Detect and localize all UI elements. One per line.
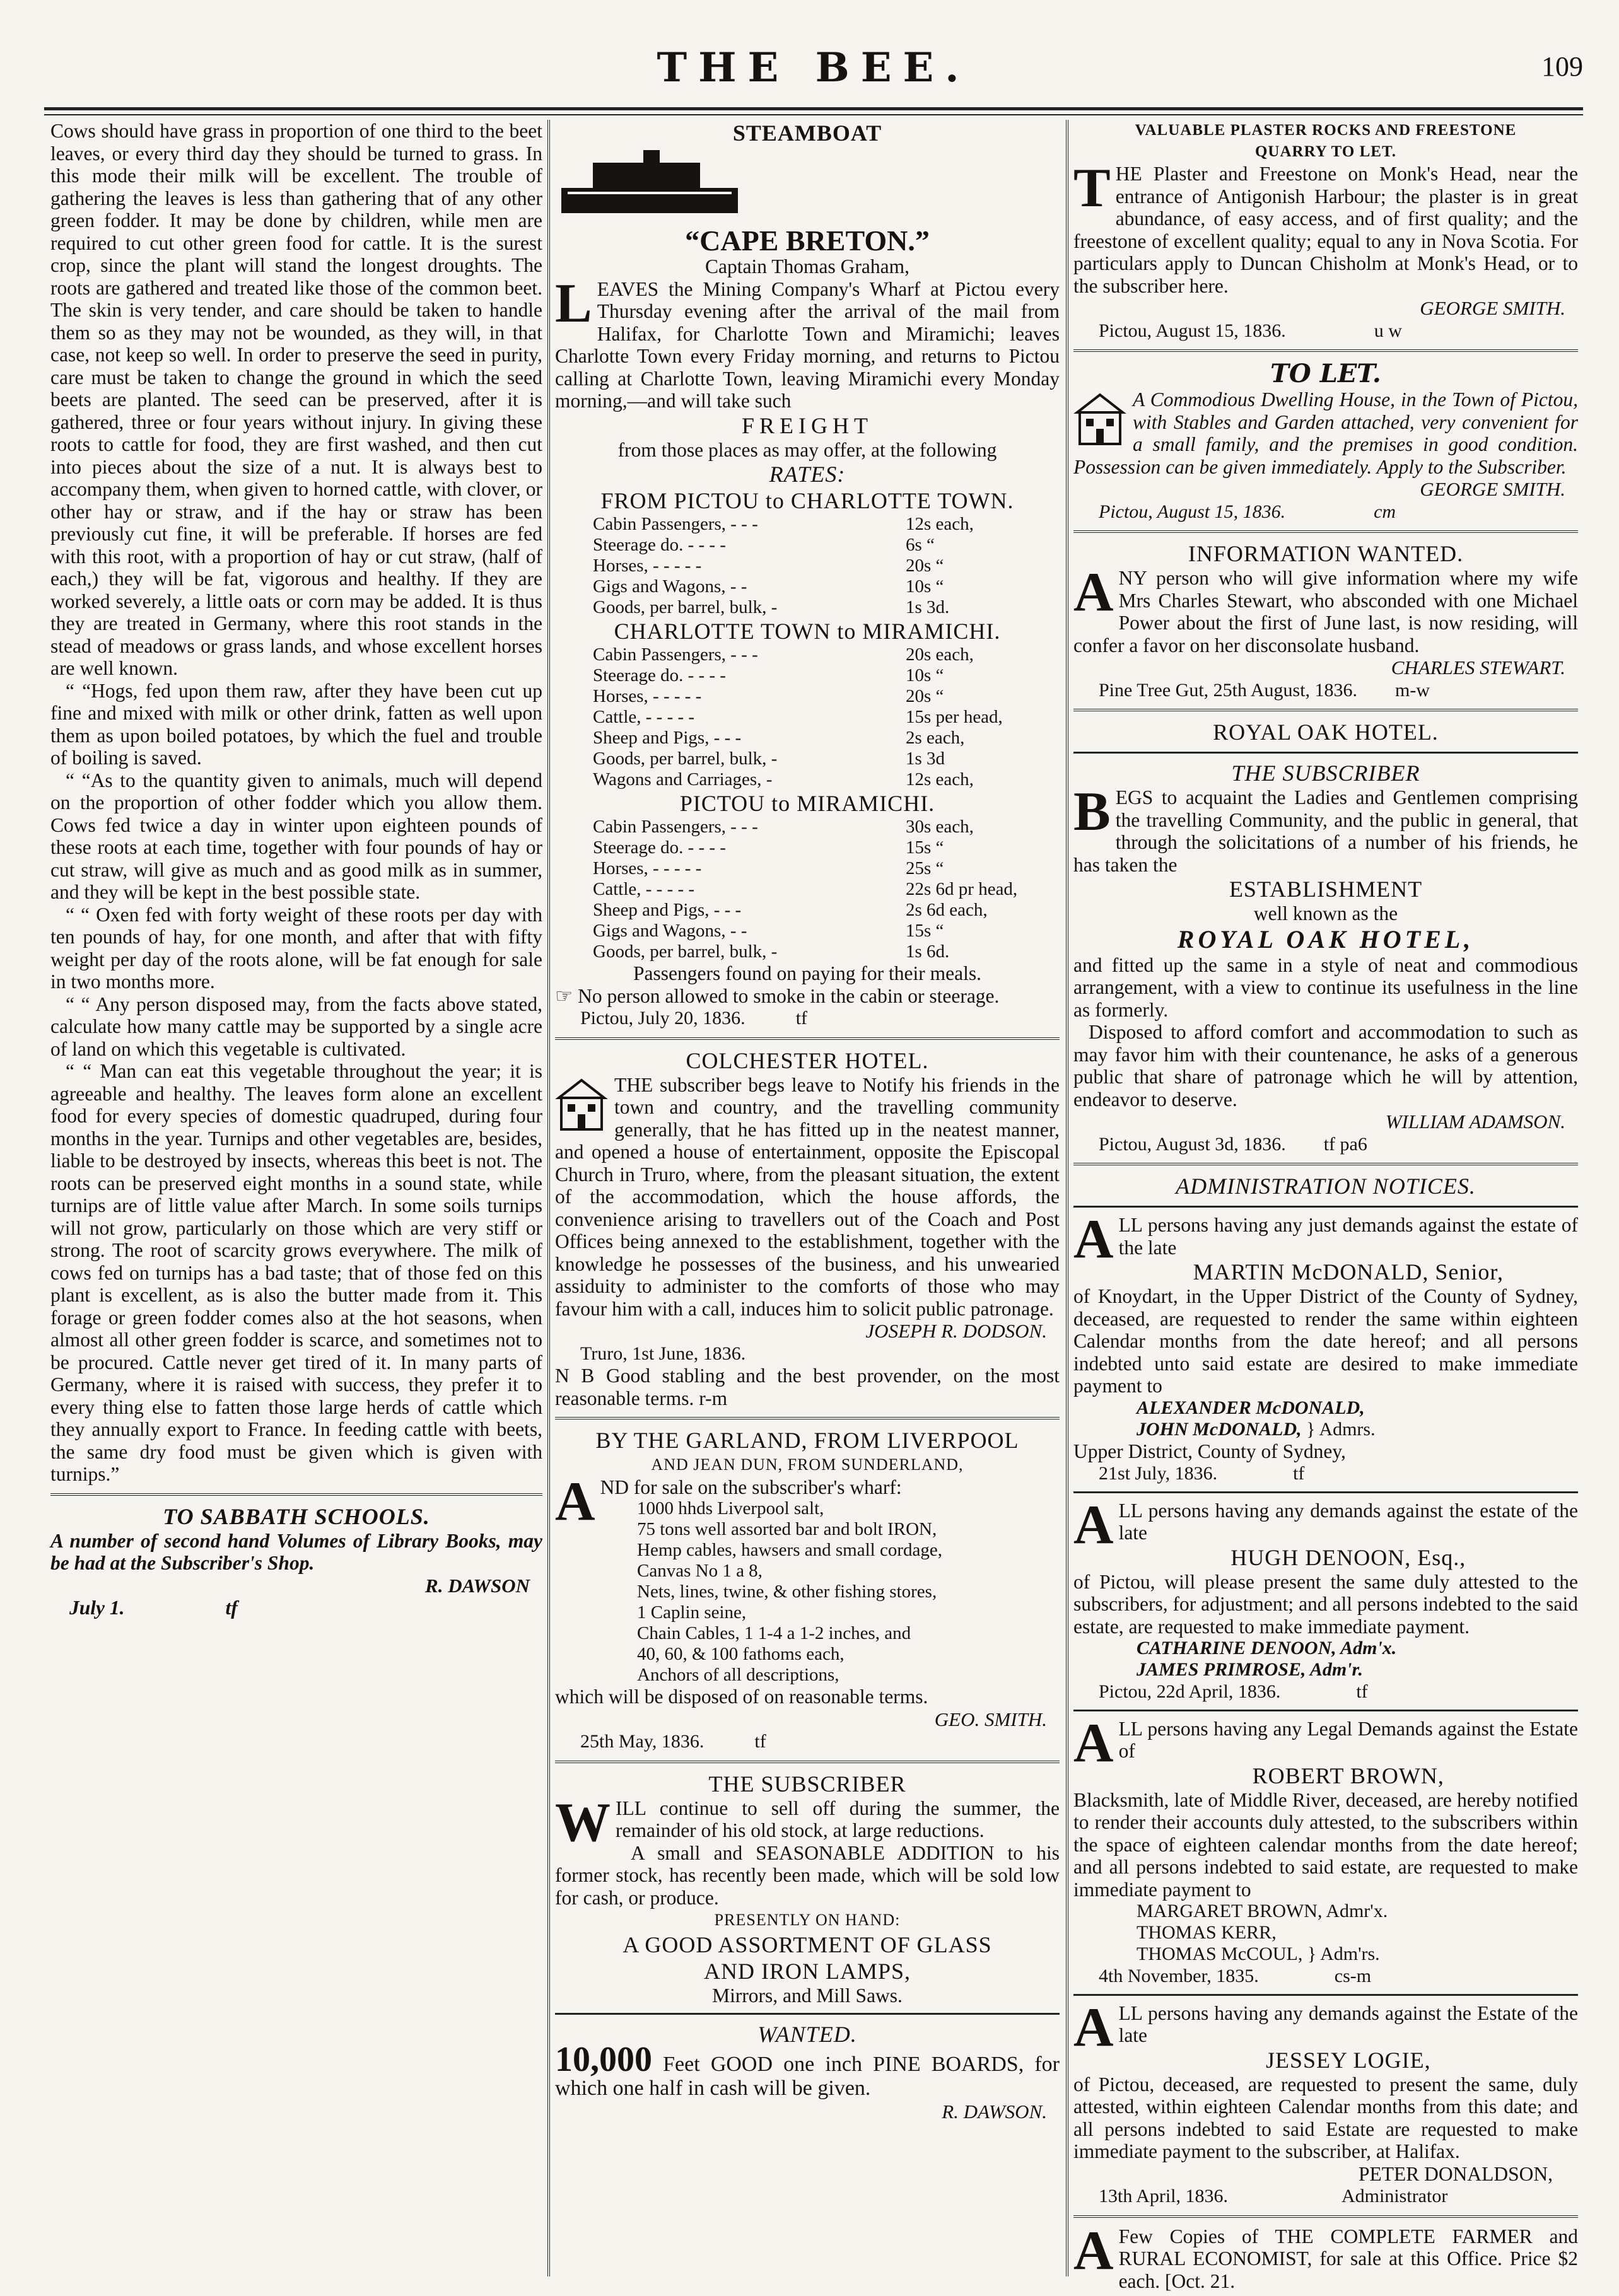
divider — [1073, 1163, 1578, 1165]
fare-amount: 15s per head, — [906, 707, 1003, 727]
divider — [1073, 530, 1578, 533]
ad-line: Mirrors, and Mill Saws. — [712, 1984, 903, 2007]
list-item: Canvas No 1 a 8, — [637, 1561, 763, 1581]
rates-heading: RATES: — [769, 462, 846, 487]
fare-amount: 2s 6d each, — [906, 900, 988, 920]
fare-label: Sheep and Pigs, - - - — [593, 900, 742, 920]
fare-amount: 6s “ — [906, 535, 935, 555]
fare-row — [555, 749, 1060, 769]
administrator: THOMAS KERR, — [1137, 1922, 1277, 1943]
fare-label: Goods, per barrel, bulk, - — [593, 597, 778, 617]
administrator: THOMAS McCOUL, } Adm'rs. — [1137, 1943, 1380, 1964]
notice-body: Blacksmith, late of Middle River, deceased, are hereby notified to render their accounts duly attested, to the subscribers within the space of eighteen calendar months from the date hereof; and all persons indebted to said estate, are requested to make immediate payment to — [1073, 1788, 1578, 1901]
divider — [1073, 1206, 1578, 1208]
divider — [555, 1037, 1060, 1040]
estate-name: MARTIN McDONALD, Senior, — [1193, 1259, 1504, 1285]
list-item: Nets, lines, twine, & other fishing stores, — [637, 1582, 937, 1602]
fare-amount: 1s 3d. — [906, 597, 950, 617]
column-2 — [555, 120, 1060, 2271]
fare-row — [555, 597, 1060, 618]
page-number: 109 — [1541, 51, 1583, 82]
fare-label: Horses, - - - - - — [593, 556, 702, 576]
ad-line: AND IRON LAMPS, — [703, 1958, 911, 1984]
administrator: PETER DONALDSON, — [1358, 2162, 1553, 2185]
divider — [1073, 709, 1578, 711]
fare-amount: 25s “ — [906, 858, 944, 878]
ad-date: 4th November, 1835. cs-m — [1099, 1966, 1372, 1986]
fare-label: Cabin Passengers, - - - — [593, 644, 758, 665]
ad-body: A number of second hand Volumes of Library Books, may be had at the Subscriber's Shop. — [50, 1529, 542, 1574]
list-item: Chain Cables, 1 1-4 a 1-2 inches, and — [637, 1623, 911, 1643]
wanted-number: 10,000 — [555, 2040, 652, 2079]
fare-row — [555, 921, 1060, 941]
fare-row — [555, 707, 1060, 728]
fare-amount: 10s “ — [906, 576, 944, 597]
masthead: THE BEE. — [657, 44, 971, 91]
ad-body: EAVES the Mining Company's Wharf at Pictou every Thursday evening after the arrival of the mail from Halifax, for Charlotte Town and Miramichi; leaves Charlotte Town every Friday morning, and returns to Pictou calling at Charlotte Town, leaving Miramichi every Monday morning,—and will take such — [555, 277, 1060, 412]
ad-title: BY THE GARLAND, FROM LIVERPOOL — [595, 1428, 1019, 1453]
administration-notices: ADMINISTRATION NOTICES. ALL persons having any just demands against the estate of the late MARTIN McDONALD, Senior, of Knoydart, in the Upper District of the County of Sydney, deceased, are requested to render the same within eighteen Calendar months from the date hereof; and all persons indebted unto said estate are desired to make immediate payment to ALEXANDER McDONALD, JOHN McDONALD, } Admrs. Upper District, County of Sydney, 21st July, 1836. tf ALL persons having any demands against the estate of the late HUGH DENOON, Esq., of Pictou, will please present the same duly attested to the subscribers, for adjustment; and all persons indebted to the said estate, are requested to make immediate payment. CATHARINE DENOON, Adm'x. JAMES PRIMROSE, Adm'r. Pictou, 22d April, 1836. tf ALL persons having any Legal Demands against the Estate of ROBERT BROWN, Blacksmith, late of Middle River, deceased, are hereby notified to render their accounts duly attested, to the subscribers within the space of eighteen calendar months from the date hereof; and all persons indebted to said estate, are requested to make immediate payment to MARGARET BROWN, Admr'x. THOMAS KERR, THOMAS McCOUL, } Adm'rs. 4th November, 1835. cs-m ALL persons having any demands against the Estate of the late JESSEY LOGIE, of Pictou, deceased, are requested to present the same, duly attested, within eighteen Calendar months from this date; and all persons indebted to said Estate are requested to make immediate payment to the subscriber, at Halifax. PETER DONALDSON, 13th April, 1836. Administrator — [1073, 1174, 1578, 2206]
administrator: JAMES PRIMROSE, Adm'r. — [1137, 1659, 1364, 1680]
ad-date: Pictou, August 15, 1836. u w — [1099, 320, 1402, 341]
ad-body: THE subscriber begs leave to Notify his friends in the town and country, and the travelling community generally, that he has fitted up in the neatest manner, and opened a house of entertainment, opposite the Episcopal Church in Truro, where, from the pleasant situation, the extent of the accommodation, which the house affords, the convenience arising to travellers out of the Coach and Post Offices being annexed to the establishment, together with the knowledge he possesses of the business, and his unwearied assiduity to administer to the comforts of those who may favour him with a call, induces him to solicit public patronage. — [555, 1073, 1060, 1320]
column-rule — [1066, 120, 1068, 2276]
fare-table — [555, 644, 1060, 790]
estate-name: ROBERT BROWN, — [1252, 1763, 1444, 1788]
fare-row — [555, 837, 1060, 858]
column-3 — [1073, 120, 1578, 2292]
divider — [1073, 349, 1578, 352]
ad-line: ESTABLISHMENT — [1229, 877, 1423, 902]
ad-title: TO SABBATH SCHOOLS. — [163, 1503, 430, 1529]
ad-date: 21st July, 1836. tf — [1099, 1463, 1305, 1484]
fare-row — [555, 941, 1060, 962]
fare-table — [555, 514, 1060, 618]
house-icon — [1073, 391, 1126, 448]
fare-amount: 12s each, — [906, 769, 974, 790]
fare-row — [555, 576, 1060, 597]
ad-signature: R. DAWSON — [425, 1574, 530, 1597]
ad-signature: R. DAWSON. — [942, 2101, 1047, 2123]
header-rule — [44, 107, 1583, 115]
fare-label: Horses, - - - - - — [593, 858, 702, 878]
estate-name: JESSEY LOGIE, — [1265, 2047, 1431, 2073]
ad-subtitle: THE SUBSCRIBER — [1231, 760, 1420, 786]
divider — [1073, 752, 1578, 754]
ad-title: THE SUBSCRIBER — [708, 1771, 906, 1797]
divider — [555, 1417, 1060, 1419]
fare-label: Gigs and Wagons, - - — [593, 921, 747, 941]
ad-date: Pictou, July 20, 1836. tf — [580, 1008, 808, 1029]
fare-label: Goods, per barrel, bulk, - — [593, 941, 778, 962]
fare-label: Cattle, - - - - - — [593, 879, 695, 899]
ad-date: Pine Tree Gut, 25th August, 1836. m-w — [1099, 679, 1430, 701]
divider — [1073, 1710, 1578, 1711]
list-item: Hemp cables, hawsers and small cordage, — [637, 1540, 942, 1560]
freight-sub: from those places as may offer, at the following — [617, 438, 997, 461]
ad-body: Few Copies of THE COMPLETE FARMER and RURAL ECONOMIST, for sale at this Office. Price $2 each. — [1118, 2225, 1578, 2292]
fare-amount: 30s each, — [906, 817, 974, 837]
route-heading: PICTOU to MIRAMICHI. — [679, 791, 935, 816]
ad-date: July 1. tf — [69, 1597, 238, 1619]
fare-row — [555, 858, 1060, 879]
ad-plaster-rocks: VALUABLE PLASTER ROCKS AND FREESTONE QUARRY TO LET. THE Plaster and Freestone on Monk's Head, near the entrance of Antigonish Harbour; the plaster is in great abundance, of easy access, and of first quality; and the freestone of excellent quality; equal to any in Nova Scotia. For particulars apply to Duncan Chisholm at Monk's Head, or to the subscriber here. GEORGE SMITH. Pictou, August 15, 1836. u w — [1073, 120, 1578, 342]
fare-amount: 10s “ — [906, 665, 944, 685]
ad-royal-oak-hotel: ROYAL OAK HOTEL. THE SUBSCRIBER BEGS to acquaint the Ladies and Gentlemen comprising the travelling Community, and the public in general, that through the solicitations of a number of his friends, he has taken the ESTABLISHMENT well known as the ROYAL OAK HOTEL, and fitted up the same in a style of neat and commodious arrangement, with a view to continue its usefulness in the line as formerly. Disposed to afford comfort and accommodation to such as may favor him with their countenance, he asks of a generous public that share of patronage which he will by attention, endeavor to deserve. WILLIAM ADAMSON. Pictou, August 3d, 1836. tf pa6 — [1073, 720, 1578, 1155]
divider — [555, 2013, 1060, 2015]
ad-signature: GEORGE SMITH. — [1420, 478, 1565, 500]
fare-label: Goods, per barrel, bulk, - — [593, 749, 778, 769]
fare-row — [555, 728, 1060, 749]
ad-date: Pictou, August 15, 1836. cm — [1099, 501, 1396, 522]
fare-amount: 20s “ — [906, 686, 944, 706]
article-paragraph: “ “ Any person disposed may, from the facts above stated, calculate how many cattle may be supported by a single acre of land on which this vegetable is cultivated. — [50, 993, 542, 1060]
column-1 — [50, 120, 542, 2271]
freight-heading: FREIGHT — [742, 412, 873, 438]
administrator: ALEXANDER McDONALD, — [1137, 1397, 1365, 1418]
ad-body: A small and SEASONABLE ADDITION to his former stock, has recently been made, which will be sold low for cash, or produce. — [555, 1841, 1060, 1909]
article-paragraph: “ “Hogs, fed upon them raw, after they have been cut up fine and mixed with milk or other drink, fatten as well upon them as upon boiled potatoes, by which the fuel and trouble of boiling is saved. — [50, 679, 542, 769]
house-icon — [555, 1076, 608, 1133]
fare-amount: 2s each, — [906, 728, 965, 748]
ad-signature: JOSEPH R. DODSON. — [865, 1320, 1047, 1342]
fare-row — [555, 879, 1060, 900]
ad-title: TO LET. — [1270, 359, 1381, 388]
ad-subhead: PRESENTLY ON HAND: — [714, 1911, 901, 1929]
notice-body: of Pictou, deceased, are requested to present the same, duly attested, within eighteen Calendar months from this date; and all persons indebted to said Estate are requested to make immediate payment to the subscriber, at Halifax. — [1073, 2073, 1578, 2162]
list-item: 1000 hhds Liverpool salt, — [637, 1498, 824, 1518]
ad-signature: CHARLES STEWART. — [1391, 656, 1565, 679]
fare-row — [555, 665, 1060, 686]
ad-date: 13th April, 1836. Administrator — [1099, 2186, 1448, 2206]
ad-title: VALUABLE PLASTER ROCKS AND FREESTONE — [1135, 122, 1517, 139]
fare-amount: 1s 3d — [906, 749, 945, 769]
route-heading: CHARLOTTE TOWN to MIRAMICHI. — [614, 619, 1001, 644]
fare-row — [555, 514, 1060, 535]
divider — [1073, 1994, 1578, 1996]
ad-date: 25th May, 1836. tf — [580, 1731, 766, 1752]
fare-label: Steerage do. - - - - — [593, 837, 726, 858]
ad-steamboat: STEAMBOAT “CAPE BRETON.” Captain Thomas Graham, LEAVES the Mining Company's Wharf at Pictou every Thursday evening after the arrival of the mail from Halifax, for Charlotte Town and Miramichi; leaves Charlotte Town every Friday morning, and returns to Pictou calling at Charlotte Town, leaving Miramichi every Monday morning,—and will take such FREIGHT from those places as may offer, at the following RATES: FROM PICTOU to CHARLOTTE TOWN. Cabin Passengers, - - - 12s each, Steerage do. - - - - 6s “ Horses, - - - - - 20s “ Gigs and Wagons, - - 10s “ Goods, per barrel, bulk, - 1s 3d. CHARLOTTE TOWN to MIRAMICHI. Cabin Passengers, - - - 20s each, Steerage do. - - - - 10s “ Horses, - - - - - 20s “ Cattle, - - - - - 15s per head, Sheep and Pigs, - - - 2s each, Goods, per barrel, bulk, - 1s 3d Wagons and Carriages, - 12s each, PICTOU to MIRAMICHI. Cabin Passengers, - - - 30s each, Steerage do. - - - - 15s “ Horses, - - - - - 25s “ Cattle, - - - - - 22s 6d pr head, Sheep and Pigs, - - - 2s 6d each, Gigs and Wagons, - - 15s “ Goods, per barrel, bulk, - 1s 6d. Passengers found on paying for their meals. ☞ No person allowed to smoke in the cabin or steerage. Pictou, July 20, 1836. tf — [555, 120, 1060, 1029]
fare-amount: 12s each, — [906, 514, 974, 534]
ad-body: NY person who will give information where my wife Mrs Charles Stewart, who absconded with one Michael Power about the first of June last, is now residing, will confer a favor on her disconsolate husband. — [1073, 567, 1578, 656]
column-rule — [547, 120, 550, 2276]
article-paragraph: “ “As to the quantity given to animals, much will depend on the proportion of other fodder which you allow them. Cows fed twice a day in winter upon eighteen pounds of these roots at each time, together with four pounds of hay or cut straw, will give as much and as good milk as in summer, and they will be kept in the best possible state. — [50, 769, 542, 903]
list-item: Anchors of all descriptions, — [637, 1665, 839, 1685]
ad-title: STEAMBOAT — [732, 120, 882, 146]
ad-body: EGS to acquaint the Ladies and Gentlemen comprising the travelling Community, and the public in general, that through the solicitations of a number of his friends, he has taken the — [1073, 786, 1578, 876]
notice-place: Upper District, County of Sydney, — [1073, 1440, 1346, 1462]
divider — [1073, 2215, 1578, 2218]
ad-sabbath-schools — [50, 1503, 542, 1619]
ad-line: A GOOD ASSORTMENT OF GLASS — [622, 1932, 992, 1957]
fare-label: Gigs and Wagons, - - — [593, 576, 747, 597]
ad-complete-farmer: A Few Copies of THE COMPLETE FARMER and RURAL ECONOMIST, for sale at this Office. Price $2 each. [Oct. 21. — [1073, 2220, 1578, 2292]
list-item: 40, 60, & 100 fathoms each, — [637, 1644, 845, 1664]
page-header — [44, 38, 1583, 107]
ad-body: Feet GOOD one inch PINE BOARDS, for which one half in cash will be given. — [555, 2053, 1060, 2100]
fare-row — [555, 535, 1060, 556]
fare-row — [555, 686, 1060, 707]
ad-title: ROYAL OAK HOTEL. — [1213, 720, 1439, 745]
administrator: MARGARET BROWN, Admr'x. — [1137, 1901, 1388, 1921]
notice-body: of Pictou, will please present the same duly attested to the subscribers, for adjustment; and all persons indebted to the said estate, are requested to make immediate payment. — [1073, 1570, 1578, 1638]
ship-name: “CAPE BRETON.” — [685, 224, 930, 257]
ad-date: Pictou, 22d April, 1836. tf — [1099, 1681, 1368, 1702]
ad-body: ILL continue to sell off during the summer, the remainder of his old stock, at large reductions. — [616, 1797, 1060, 1841]
ad-information-wanted: INFORMATION WANTED. ANY person who will give information where my wife Mrs Charles Stewart, who absconded with one Michael Power about the first of June last, is now residing, will confer a favor on her disconsolate husband. CHARLES STEWART. Pine Tree Gut, 25th August, 1836. m-w — [1073, 541, 1578, 701]
divider — [555, 1761, 1060, 1763]
note: Passengers found on paying for their meals. — [633, 962, 981, 984]
article-paragraph: “ “ Oxen fed with forty weight of these roots per day with ten pounds of hay, for one month, and after that with fifty weight per day of the roots alone, will be fat enough for sale in two months more. — [50, 903, 542, 993]
list-item: 1 Caplin seine, — [637, 1602, 747, 1623]
ad-subscriber: THE SUBSCRIBER WILL continue to sell off during the summer, the remainder of his old stock, at large reductions. A small and SEASONABLE ADDITION to his former stock, has recently been made, which will be sold low for cash, or produce. PRESENTLY ON HAND: A GOOD ASSORTMENT OF GLASS AND IRON LAMPS, Mirrors, and Mill Saws. WANTED. 10,000 Feet GOOD one inch PINE BOARDS, for which one half in cash will be given. R. DAWSON. — [555, 1771, 1060, 2123]
ad-colchester-hotel — [555, 1047, 1060, 1410]
ad-to-let — [1073, 359, 1578, 523]
ad-subtitle: AND JEAN DUN, FROM SUNDERLAND, — [651, 1455, 964, 1474]
article-paragraph: “ “ Man can eat this vegetable throughout the year; it is agreeable and healthy. The leaves form alone an excellent food for every species of domestic quadruped, during four months in the year. Turnips and other vegetables are, besides, liable to be destroyed by insects, whereas this beet is not. The roots can be preserved eight months in a sound state, while turnips are of little value after March. In some soils turnips will not grow, particularly on those which are very stiff or strong. The root of scarcity grows everywhere. The milk of cows fed on turnips has a bad taste; that of those fed on this plant is excellent, as is also the butter made from it. This forage or green fodder comes also at the hot seasons, when almost all other green fodder is scarce, and sometimes not to be procured. Cattle never get tired of it. In many parts of Germany, where it is raised with success, they prefer it to every thing else to fatten those large herds of cattle which they annually export to France. In feeding cattle with beets, the same dry food must be given which is given with turnips.” — [50, 1060, 542, 1485]
ad-signature: GEO. SMITH. — [934, 1708, 1047, 1730]
route-heading: FROM PICTOU to CHARLOTTE TOWN. — [600, 488, 1014, 513]
ad-title: WANTED. — [757, 2022, 857, 2047]
ad-closing: which will be disposed of on reasonable terms. — [555, 1686, 928, 1708]
ad-date: Pictou, August 3d, 1836. tf pa6 — [1099, 1133, 1367, 1155]
fare-label: Steerage do. - - - - — [593, 665, 726, 685]
fare-amount: 20s each, — [906, 644, 974, 665]
ad-date: Truro, 1st June, 1836. — [580, 1343, 746, 1364]
ad-title: INFORMATION WANTED. — [1188, 541, 1464, 566]
administrator: JOHN McDONALD, } Admrs. — [1137, 1418, 1376, 1440]
fare-row — [555, 817, 1060, 837]
ad-signature: GEORGE SMITH. — [1420, 297, 1565, 319]
fare-label: Wagons and Carriages, - — [593, 769, 773, 790]
hotel-name: ROYAL OAK HOTEL, — [1177, 924, 1475, 953]
ad-signature: WILLIAM ADAMSON. — [1385, 1110, 1565, 1133]
fare-label: Cattle, - - - - - — [593, 707, 695, 727]
ad-garland: BY THE GARLAND, FROM LIVERPOOL AND JEAN DUN, FROM SUNDERLAND, AND for sale on the subscriber's wharf: 1000 hhds Liverpool salt, 75 tons well assorted bar and bolt IRON, Hemp cables, hawsers and small cordage, Canvas No 1 a 8, Nets, lines, twine, & other fishing stores, 1 Caplin seine, Chain Cables, 1 1-4 a 1-2 inches, and 40, 60, & 100 fathoms each, Anchors of all descriptions, which will be disposed of on reasonable terms. GEO. SMITH. 25th May, 1836. tf — [555, 1427, 1060, 1753]
fare-amount: 1s 6d. — [906, 941, 950, 962]
article-paragraph: Cows should have grass in proportion of one third to the beet leaves, or every third day they should be turned to grass. In this mode their milk will be excellent. The trouble of gathering the leaves is less than gathering that of any other green fodder. It may be done by children, while men are required to cut other green food for cattle. It is the surest crop, since the plant will stand the longest droughts. The roots are gathered and treated like those of the common beet. The skin is very tender, and care should be taken to handle them so as they may not be wounded, as they will, in that case, not keep so well. In order to preserve the seed in purity, care must be taken to change the ground in which the seed beets are planted. The seed can be preserved, after it is gathered, three or four years without injury. In giving these roots to cattle for food, they are first washed, and then cut into pieces about the size of a nut. It is always best to accompany them, when given to horned cattle, with clover, or other hay or straw, and if the hay or straw has been previously cut fine, it will be preferable. If horses are fed with this root, with a proportion of hay or cut straw, (half of each,) they will be fat, vigorous and healthy. If they are worked severely, a little oats or corn may be added. It is thus they are treated in Germany, where this root stands in the stead of meadows or grass lands, and whose excellent horses are well known. — [50, 120, 542, 679]
section-title: ADMINISTRATION NOTICES. — [1176, 1174, 1476, 1199]
ad-note: N B Good stabling and the best provender, on the most reasonable terms. r-m — [555, 1365, 1060, 1409]
note: ☞ No person allowed to smoke in the cabin or steerage. — [555, 984, 1000, 1007]
ad-title: COLCHESTER HOTEL. — [686, 1047, 929, 1073]
fare-amount: 20s “ — [906, 556, 944, 576]
notice-body: of Knoydart, in the Upper District of the County of Sydney, deceased, are requested to render the same within eighteen Calendar months from the date hereof; and all persons indebted unto said estate are desired to make immediate payment to — [1073, 1285, 1578, 1397]
fare-label: Cabin Passengers, - - - — [593, 514, 758, 534]
ad-body: and fitted up the same in a style of neat and commodious arrangement, with a view to continue its usefulness in the line as formerly. — [1073, 953, 1578, 1021]
fare-amount: 15s “ — [906, 837, 944, 858]
ad-line: well known as the — [1253, 902, 1398, 924]
ad-body: Disposed to afford comfort and accommodation to such as may favor him with their countenance, he asks of a generous public that share of patronage which he will by attention, endeavor to deserve. — [1073, 1021, 1578, 1110]
administrator: CATHARINE DENOON, Adm'x. — [1137, 1638, 1397, 1658]
fare-amount: 22s 6d pr head, — [906, 879, 1018, 899]
fare-label: Sheep and Pigs, - - - — [593, 728, 742, 748]
fare-row — [555, 644, 1060, 665]
fare-table — [555, 817, 1060, 962]
fare-row — [555, 900, 1060, 921]
fare-row — [555, 769, 1060, 790]
divider — [1073, 1491, 1578, 1493]
divider — [50, 1493, 542, 1496]
list-item: 75 tons well assorted bar and bolt IRON, — [637, 1519, 937, 1539]
fare-amount: 15s “ — [906, 921, 944, 941]
fare-label: Cabin Passengers, - - - — [593, 817, 758, 837]
captain: Captain Thomas Graham, — [705, 255, 909, 277]
estate-name: HUGH DENOON, Esq., — [1230, 1544, 1466, 1570]
fare-label: Horses, - - - - - — [593, 686, 702, 706]
steamboat-icon — [555, 150, 744, 219]
ad-title: QUARRY TO LET. — [1254, 143, 1397, 160]
ad-body: A Commodious Dwelling House, in the Town of Pictou, with Stables and Garden attached, very convenient for a small family, and the premises in good condition. Possession can be given immediately. Apply to the Subscriber. — [1073, 388, 1578, 478]
fare-row — [555, 556, 1060, 576]
fare-label: Steerage do. - - - - — [593, 535, 726, 555]
ad-body: HE Plaster and Freestone on Monk's Head, near the entrance of Antigonish Harbour; the plaster is in great abundance, of easy access, and of first quality; and the freestone of excellent quality; equal to any in Nova Scotia. For particulars apply to Duncan Chisholm at Monk's Head, or to the subscriber here. — [1073, 163, 1578, 297]
ad-body: ND for sale on the subscriber's wharf: — [600, 1476, 902, 1498]
